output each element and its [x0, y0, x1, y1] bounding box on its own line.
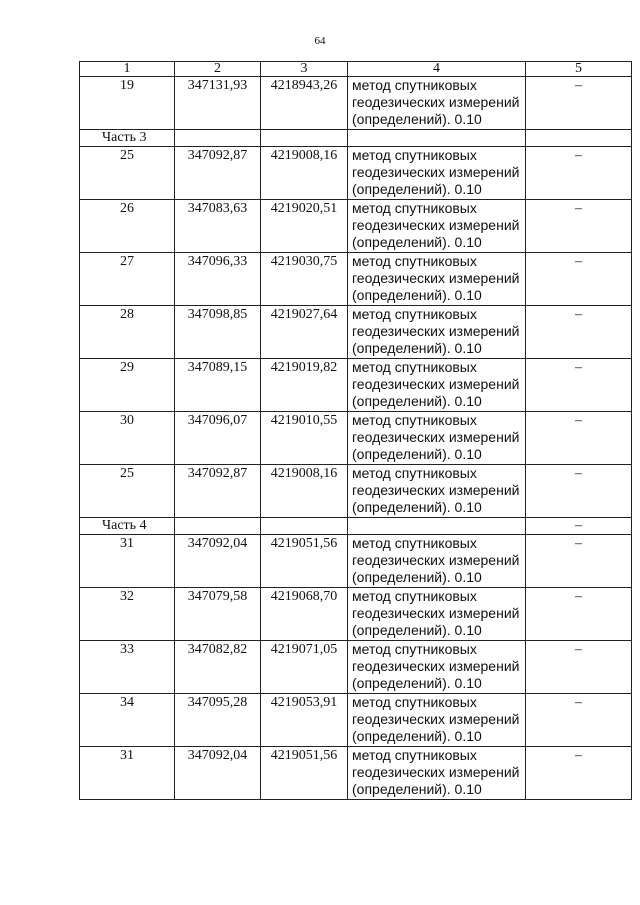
point-number: 31	[80, 747, 175, 800]
section-label: Часть 3	[80, 130, 175, 147]
coordinate-x: 347092,87	[175, 465, 261, 518]
method-description: метод спутниковых геодезических измерений (определений). 0.10	[348, 641, 526, 694]
coordinate-x: 347096,33	[175, 253, 261, 306]
empty-cell	[348, 518, 526, 535]
method-description: метод спутниковых геодезических измерений (определений). 0.10	[348, 694, 526, 747]
col5-value: –	[526, 588, 632, 641]
method-description: метод спутниковых геодезических измерений (определений). 0.10	[348, 747, 526, 800]
point-number: 32	[80, 588, 175, 641]
table-row	[80, 694, 632, 747]
coordinate-y: 4219051,56	[261, 747, 348, 800]
method-description: метод спутниковых геодезических измерений (определений). 0.10	[348, 535, 526, 588]
table-row	[80, 641, 632, 694]
coordinate-x: 347096,07	[175, 412, 261, 465]
point-number: 29	[80, 359, 175, 412]
col5-value: –	[526, 747, 632, 800]
coordinate-y: 4219008,16	[261, 465, 348, 518]
coordinate-y: 4219010,55	[261, 412, 348, 465]
col5-value: –	[526, 253, 632, 306]
coordinate-y: 4219030,75	[261, 253, 348, 306]
point-number: 30	[80, 412, 175, 465]
method-description: метод спутниковых геодезических измерений (определений). 0.10	[348, 359, 526, 412]
table-row	[80, 465, 632, 518]
coordinates-table	[79, 61, 632, 800]
header-col-4: 4	[348, 62, 526, 77]
col5-value: –	[526, 77, 632, 130]
col5-value: –	[526, 147, 632, 200]
table-row	[80, 147, 632, 200]
empty-cell	[261, 130, 348, 147]
coordinate-x: 347092,04	[175, 535, 261, 588]
coordinate-y: 4219071,05	[261, 641, 348, 694]
col5-value: –	[526, 412, 632, 465]
coordinate-y: 4219053,91	[261, 694, 348, 747]
col5-value: –	[526, 359, 632, 412]
point-number: 31	[80, 535, 175, 588]
method-description: метод спутниковых геодезических измерений (определений). 0.10	[348, 306, 526, 359]
point-number: 19	[80, 77, 175, 130]
coordinate-x: 347092,04	[175, 747, 261, 800]
coordinate-x: 347082,82	[175, 641, 261, 694]
coordinate-y: 4219051,56	[261, 535, 348, 588]
header-col-5: 5	[526, 62, 632, 77]
table-row	[80, 359, 632, 412]
coordinate-x: 347083,63	[175, 200, 261, 253]
point-number: 28	[80, 306, 175, 359]
coordinate-x: 347089,15	[175, 359, 261, 412]
col5-value: –	[526, 694, 632, 747]
coordinate-x: 347131,93	[175, 77, 261, 130]
coordinate-y: 4219020,51	[261, 200, 348, 253]
coordinate-y: 4219008,16	[261, 147, 348, 200]
method-description: метод спутниковых геодезических измерений (определений). 0.10	[348, 588, 526, 641]
section-col5	[526, 130, 632, 147]
table-row	[80, 77, 632, 130]
table-row	[80, 253, 632, 306]
method-description: метод спутниковых геодезических измерений (определений). 0.10	[348, 77, 526, 130]
header-col-3: 3	[261, 62, 348, 77]
coordinate-y: 4218943,26	[261, 77, 348, 130]
col5-value: –	[526, 641, 632, 694]
header-col-2: 2	[175, 62, 261, 77]
coordinate-x: 347098,85	[175, 306, 261, 359]
table-row	[80, 200, 632, 253]
col5-value: –	[526, 535, 632, 588]
table-row	[80, 412, 632, 465]
col5-value: –	[526, 200, 632, 253]
point-number: 25	[80, 465, 175, 518]
coordinate-y: 4219027,64	[261, 306, 348, 359]
empty-cell	[348, 130, 526, 147]
page-number: 64	[314, 35, 326, 47]
section-row	[80, 518, 632, 535]
method-description: метод спутниковых геодезических измерений (определений). 0.10	[348, 200, 526, 253]
coordinate-y: 4219019,82	[261, 359, 348, 412]
point-number: 33	[80, 641, 175, 694]
col5-value: –	[526, 465, 632, 518]
section-label: Часть 4	[80, 518, 175, 535]
method-description: метод спутниковых геодезических измерений (определений). 0.10	[348, 465, 526, 518]
table-row	[80, 306, 632, 359]
method-description: метод спутниковых геодезических измерений (определений). 0.10	[348, 253, 526, 306]
coordinate-x: 347092,87	[175, 147, 261, 200]
method-description: метод спутниковых геодезических измерений (определений). 0.10	[348, 147, 526, 200]
coordinate-x: 347079,58	[175, 588, 261, 641]
method-description: метод спутниковых геодезических измерений (определений). 0.10	[348, 412, 526, 465]
point-number: 25	[80, 147, 175, 200]
header-col-1: 1	[80, 62, 175, 77]
table-row	[80, 535, 632, 588]
point-number: 26	[80, 200, 175, 253]
coordinates-table-body	[80, 62, 632, 800]
table-row	[80, 588, 632, 641]
point-number: 27	[80, 253, 175, 306]
empty-cell	[175, 130, 261, 147]
point-number: 34	[80, 694, 175, 747]
col5-value: –	[526, 306, 632, 359]
table-row	[80, 747, 632, 800]
coordinate-x: 347095,28	[175, 694, 261, 747]
section-col5: –	[526, 518, 632, 535]
table-header-row	[80, 62, 632, 77]
coordinate-y: 4219068,70	[261, 588, 348, 641]
section-row	[80, 130, 632, 147]
empty-cell	[175, 518, 261, 535]
empty-cell	[261, 518, 348, 535]
